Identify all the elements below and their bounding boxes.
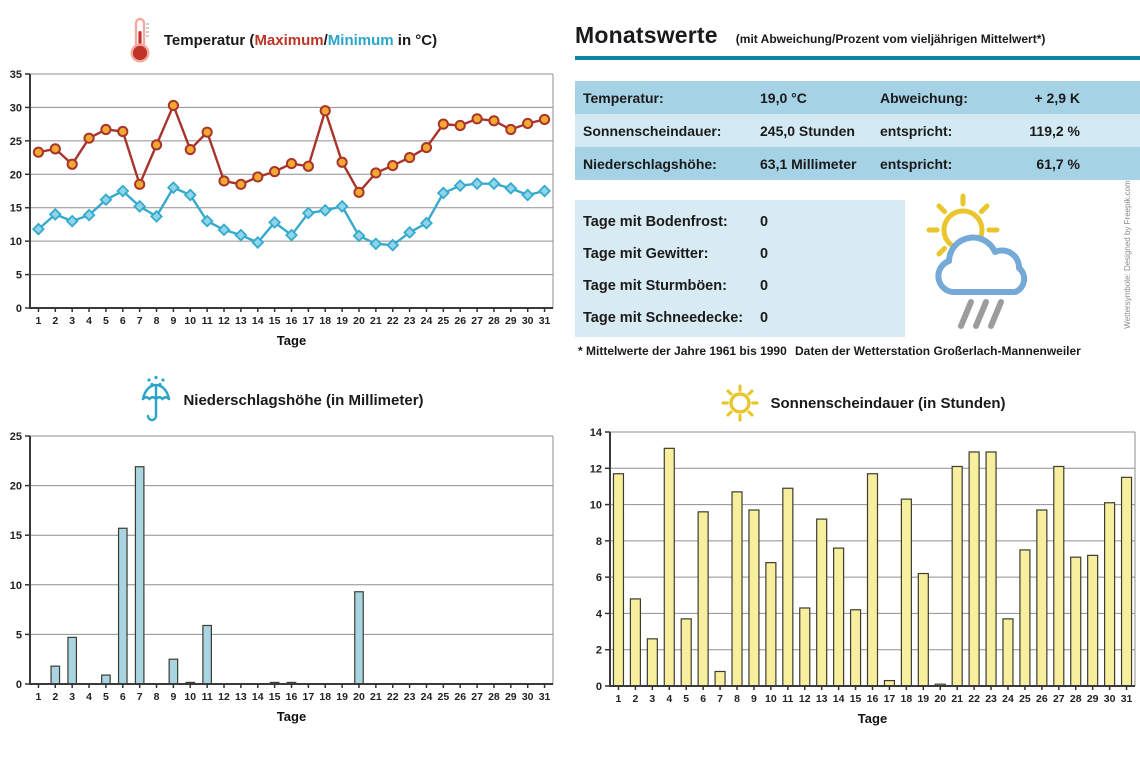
precipitation-bar-chart — [0, 426, 565, 726]
svg-text:30: 30 — [521, 315, 534, 327]
svg-text:26: 26 — [454, 691, 467, 703]
row-label2: entspricht: — [880, 155, 953, 172]
svg-text:14: 14 — [832, 693, 845, 705]
svg-text:16: 16 — [866, 693, 879, 705]
svg-text:27: 27 — [471, 691, 483, 703]
svg-text:23: 23 — [403, 315, 416, 327]
svg-text:29: 29 — [504, 691, 517, 703]
row-label2: entspricht: — [880, 122, 953, 139]
svg-text:23: 23 — [403, 691, 416, 703]
temperature-title-text — [164, 32, 437, 49]
row-value: 63,1 Millimeter — [760, 155, 857, 172]
svg-text:29: 29 — [1086, 693, 1099, 705]
sunshine-chart-title — [588, 380, 1140, 426]
svg-text:6: 6 — [700, 693, 707, 705]
title-maximum: Maximum — [254, 31, 324, 49]
svg-text:5: 5 — [683, 693, 690, 705]
svg-text:5: 5 — [15, 269, 22, 282]
svg-text:20: 20 — [9, 169, 22, 182]
svg-text:5: 5 — [15, 629, 22, 642]
svg-text:4: 4 — [666, 693, 673, 705]
svg-text:29: 29 — [504, 315, 517, 327]
svg-text:9: 9 — [170, 315, 177, 327]
svg-text:20: 20 — [353, 691, 365, 703]
svg-text:20: 20 — [934, 693, 947, 705]
precipitation-chart-title — [0, 374, 565, 426]
svg-text:2: 2 — [632, 693, 639, 705]
title-prefix: Temperatur ( — [163, 31, 255, 49]
day-count-label: Tage mit Bodenfrost: — [583, 214, 728, 230]
svg-text:25: 25 — [9, 135, 22, 148]
svg-text:0: 0 — [15, 303, 22, 315]
sunshine-chart-block — [588, 380, 1140, 728]
svg-text:28: 28 — [488, 315, 500, 327]
svg-text:28: 28 — [488, 691, 500, 703]
svg-text:18: 18 — [319, 691, 332, 703]
row-label2: Abweichung: — [880, 89, 968, 106]
svg-text:Tage: Tage — [276, 333, 307, 348]
svg-text:10: 10 — [9, 579, 22, 592]
sunshine-title-text: Sonnenscheindauer (in Stunden) — [770, 394, 1006, 412]
svg-text:25: 25 — [437, 315, 450, 327]
svg-text:22: 22 — [968, 693, 980, 705]
svg-text:9: 9 — [170, 691, 177, 703]
svg-text:13: 13 — [235, 691, 247, 703]
svg-text:16: 16 — [285, 691, 298, 703]
svg-text:4: 4 — [595, 608, 602, 621]
temperature-chart-title — [0, 16, 565, 64]
row-value: 19,0 °C — [760, 89, 807, 106]
row-value2: 119,2 % — [1029, 122, 1080, 139]
svg-text:30: 30 — [521, 691, 534, 703]
monthly-values-table — [575, 81, 1140, 180]
day-count-row-bodenfrost — [583, 206, 905, 238]
svg-text:16: 16 — [285, 315, 298, 327]
svg-text:3: 3 — [69, 691, 76, 703]
day-count-label: Tage mit Sturmböen: — [583, 278, 727, 294]
svg-text:8: 8 — [734, 693, 740, 705]
monthly-values-header — [575, 22, 1140, 49]
teal-divider — [575, 56, 1140, 60]
title-slash: / — [323, 31, 328, 49]
svg-text:8: 8 — [595, 535, 602, 548]
umbrella-rain-icon — [141, 375, 171, 425]
svg-text:15: 15 — [268, 315, 281, 327]
day-count-value: 0 — [760, 214, 769, 230]
svg-text:20: 20 — [353, 315, 365, 327]
svg-text:12: 12 — [218, 691, 230, 703]
svg-text:27: 27 — [1052, 693, 1065, 705]
svg-text:21: 21 — [370, 691, 382, 703]
svg-text:25: 25 — [9, 431, 22, 443]
day-count-value: 0 — [760, 310, 769, 326]
svg-text:1: 1 — [35, 315, 42, 327]
sun-cloud-rain-icon — [923, 194, 1035, 336]
svg-text:7: 7 — [717, 693, 724, 705]
svg-text:18: 18 — [900, 693, 913, 705]
svg-text:15: 15 — [9, 202, 22, 215]
svg-text:25: 25 — [1019, 693, 1031, 705]
svg-text:2: 2 — [595, 644, 602, 657]
svg-text:11: 11 — [782, 693, 794, 705]
svg-text:31: 31 — [1120, 693, 1133, 705]
sunshine-bar-chart — [588, 426, 1140, 728]
svg-text:21: 21 — [951, 693, 964, 705]
svg-text:11: 11 — [201, 691, 213, 703]
svg-text:2: 2 — [52, 315, 59, 327]
day-count-row-sturmboeen — [583, 270, 905, 302]
svg-text:26: 26 — [454, 315, 467, 327]
svg-text:7: 7 — [136, 315, 143, 327]
day-count-label: Tage mit Gewitter: — [583, 246, 709, 262]
svg-text:15: 15 — [268, 691, 281, 703]
svg-text:22: 22 — [386, 691, 399, 703]
svg-text:10: 10 — [589, 499, 602, 512]
svg-text:10: 10 — [184, 315, 197, 327]
svg-text:23: 23 — [985, 693, 997, 705]
svg-text:0: 0 — [15, 679, 22, 691]
svg-text:21: 21 — [370, 315, 382, 327]
special-days-box — [575, 200, 905, 337]
temperature-line-chart — [0, 64, 565, 354]
title-minimum: Minimum — [327, 31, 394, 49]
svg-text:15: 15 — [849, 693, 862, 705]
svg-text:6: 6 — [119, 315, 126, 327]
day-count-value: 0 — [760, 246, 769, 262]
svg-text:35: 35 — [9, 69, 22, 81]
svg-text:Tage: Tage — [276, 709, 307, 724]
thermometer-icon — [128, 17, 152, 63]
row-value2: 61,7 % — [1036, 155, 1080, 172]
precipitation-title-text: Niederschlagshöhe (in Millimeter) — [183, 391, 424, 409]
svg-text:11: 11 — [201, 315, 213, 327]
svg-text:6: 6 — [595, 572, 602, 585]
svg-text:8: 8 — [153, 315, 160, 327]
svg-text:10: 10 — [184, 691, 197, 703]
svg-text:15: 15 — [9, 530, 22, 543]
svg-text:31: 31 — [538, 691, 551, 703]
svg-text:3: 3 — [649, 693, 656, 705]
svg-text:17: 17 — [302, 691, 315, 703]
svg-text:22: 22 — [386, 315, 399, 327]
table-row-precipitation — [575, 147, 1140, 180]
row-label: Temperatur: — [583, 89, 664, 106]
svg-text:14: 14 — [251, 315, 264, 327]
svg-text:13: 13 — [815, 693, 828, 705]
svg-text:5: 5 — [102, 691, 109, 703]
day-count-value: 0 — [760, 278, 769, 294]
svg-text:8: 8 — [153, 691, 160, 703]
table-row-temperature — [575, 81, 1140, 114]
svg-text:1: 1 — [615, 693, 622, 705]
row-value2: + 2,9 K — [1034, 89, 1080, 106]
row-label: Sonnenscheindauer: — [583, 122, 722, 139]
svg-text:26: 26 — [1036, 693, 1048, 705]
svg-text:Tage: Tage — [857, 711, 888, 726]
title-suffix: in °C) — [393, 31, 438, 49]
svg-text:20: 20 — [9, 480, 22, 493]
footnote-mittelwerte: * Mittelwerte der Jahre 1961 bis 1990 — [578, 344, 787, 358]
svg-text:24: 24 — [420, 315, 433, 327]
svg-text:5: 5 — [102, 315, 109, 327]
svg-text:19: 19 — [336, 691, 348, 703]
svg-text:30: 30 — [9, 102, 22, 115]
svg-text:6: 6 — [119, 691, 126, 703]
temperature-chart-block — [0, 16, 565, 354]
svg-text:28: 28 — [1069, 693, 1082, 705]
monthly-values-panel — [575, 22, 1140, 367]
panel-subtitle: (mit Abweichung/Prozent vom vieljährigen Mittelwert*) — [735, 32, 1046, 46]
svg-text:31: 31 — [538, 315, 551, 327]
svg-text:12: 12 — [218, 315, 230, 327]
svg-text:27: 27 — [471, 315, 483, 327]
table-row-sunshine — [575, 114, 1140, 147]
sun-icon — [722, 385, 758, 421]
svg-text:13: 13 — [235, 315, 247, 327]
svg-text:19: 19 — [336, 315, 348, 327]
precipitation-chart-block — [0, 374, 565, 726]
panel-title: Monatswerte — [575, 22, 718, 48]
svg-text:12: 12 — [589, 463, 602, 476]
svg-text:18: 18 — [319, 315, 332, 327]
svg-text:9: 9 — [751, 693, 757, 705]
svg-text:19: 19 — [917, 693, 930, 705]
day-count-label: Tage mit Schneedecke: — [583, 310, 744, 326]
svg-text:3: 3 — [69, 315, 76, 327]
svg-text:4: 4 — [86, 691, 92, 703]
svg-text:12: 12 — [798, 693, 811, 705]
footnote-wetterstation: Daten der Wetterstation Großerlach-Mannenweiler — [795, 344, 1081, 358]
row-value: 245,0 Stunden — [760, 122, 855, 139]
svg-text:0: 0 — [595, 681, 602, 693]
svg-text:7: 7 — [136, 691, 143, 703]
day-count-row-schneedecke — [583, 302, 905, 334]
svg-text:1: 1 — [35, 691, 42, 703]
row-label: Niederschlagshöhe: — [583, 155, 717, 172]
svg-text:24: 24 — [1002, 693, 1014, 705]
svg-text:10: 10 — [9, 236, 22, 249]
svg-text:17: 17 — [883, 693, 896, 705]
svg-text:30: 30 — [1103, 693, 1116, 705]
svg-text:14: 14 — [589, 427, 602, 439]
svg-text:4: 4 — [86, 315, 92, 327]
svg-text:2: 2 — [52, 691, 59, 703]
svg-text:24: 24 — [420, 691, 433, 703]
svg-text:17: 17 — [302, 315, 315, 327]
svg-text:10: 10 — [765, 693, 777, 705]
svg-text:25: 25 — [437, 691, 450, 703]
day-count-row-gewitter — [583, 238, 905, 270]
freepik-credit: Wettersymbole: Designed by Freepik.com — [1123, 180, 1132, 329]
svg-text:14: 14 — [251, 691, 264, 703]
